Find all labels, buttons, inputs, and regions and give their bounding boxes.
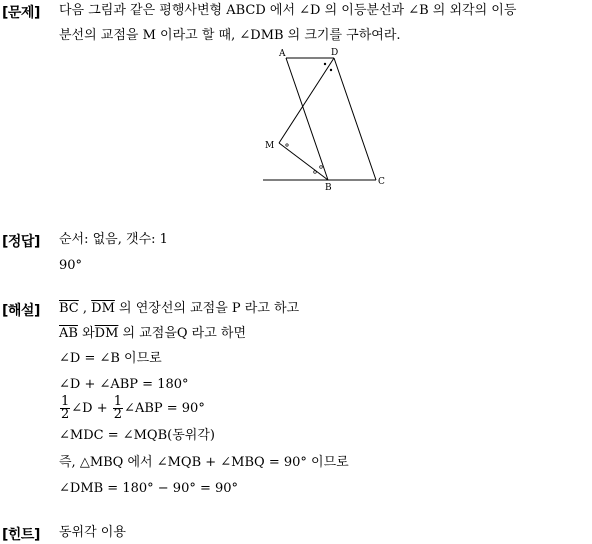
problem-text-line-2: 분선의 교점을 M 이라고 할 때, ∠DMB 의 크기를 구하여라. xyxy=(59,28,401,43)
angle-mark-b1 xyxy=(314,171,317,174)
solution-line-1 xyxy=(59,301,299,317)
solution-line-7: 즉, △MBQ 에서 ∠MQB + ∠MBQ = 90° 이므로 xyxy=(59,455,349,470)
angle-mark-d1 xyxy=(324,63,326,65)
solution-line-5-a: ∠D + xyxy=(71,401,112,416)
problem-tag: [문제] xyxy=(2,5,40,21)
answer-meta: 순서: 없음, 갯수: 1 xyxy=(59,232,168,247)
separator: , xyxy=(78,301,92,316)
bisector-dm xyxy=(279,58,334,143)
solution-line-6: ∠MDC = ∠MQB(동위각) xyxy=(59,428,215,443)
angle-mark-d2 xyxy=(330,69,332,71)
solution-line-2-mid: 와 xyxy=(77,326,95,341)
segment-dm: $\overline{DM}$ xyxy=(91,301,115,316)
angle-mark-m xyxy=(286,144,288,146)
answer-tag: [정답] xyxy=(2,234,40,250)
solution-line-1-rest: 의 연장선의 교점을 P 라고 하고 xyxy=(114,301,300,316)
solution-line-5-b: ∠ABP = 90° xyxy=(124,401,205,416)
fraction-half-2: $\frac{1}{2}$ xyxy=(113,394,123,422)
side-dc xyxy=(334,58,376,180)
vertex-label-d: D xyxy=(331,48,339,58)
bisector-bm xyxy=(279,143,328,180)
segment-bc: $\overline{BC}$ xyxy=(59,301,79,316)
parallelogram-figure xyxy=(255,44,395,192)
vertex-label-b: B xyxy=(325,183,332,192)
solution-line-8: ∠DMB = 180° − 90° = 90° xyxy=(59,481,239,496)
hint-tag: [힌트] xyxy=(2,527,40,543)
vertex-label-c: C xyxy=(378,177,385,187)
vertex-label-a: A xyxy=(279,49,286,59)
segment-dm-2: $\overline{DM}$ xyxy=(94,326,119,341)
solution-line-3: ∠D = ∠B 이므로 xyxy=(59,351,162,366)
fraction-half-1: $\frac{1}{2}$ xyxy=(61,394,70,422)
answer-value: 90° xyxy=(59,258,83,273)
problem-text-line-1: 다음 그림과 같은 평행사변형 ABCD 에서 ∠D 의 이등분선과 ∠B 의 외각의 이등 xyxy=(59,3,517,18)
solution-tag: [해설] xyxy=(2,303,40,319)
hint-text: 동위각 이용 xyxy=(59,525,126,540)
solution-line-4: ∠D + ∠ABP = 180° xyxy=(59,377,189,392)
solution-line-2 xyxy=(59,326,246,342)
solution-line-5 xyxy=(59,396,205,421)
solution-line-2-rest: 의 교점을Q 라고 하면 xyxy=(118,326,247,341)
angle-mark-b2 xyxy=(320,166,323,169)
segment-ab: $\overline{AB}$ xyxy=(59,326,78,341)
vertex-label-m: M xyxy=(265,141,275,151)
